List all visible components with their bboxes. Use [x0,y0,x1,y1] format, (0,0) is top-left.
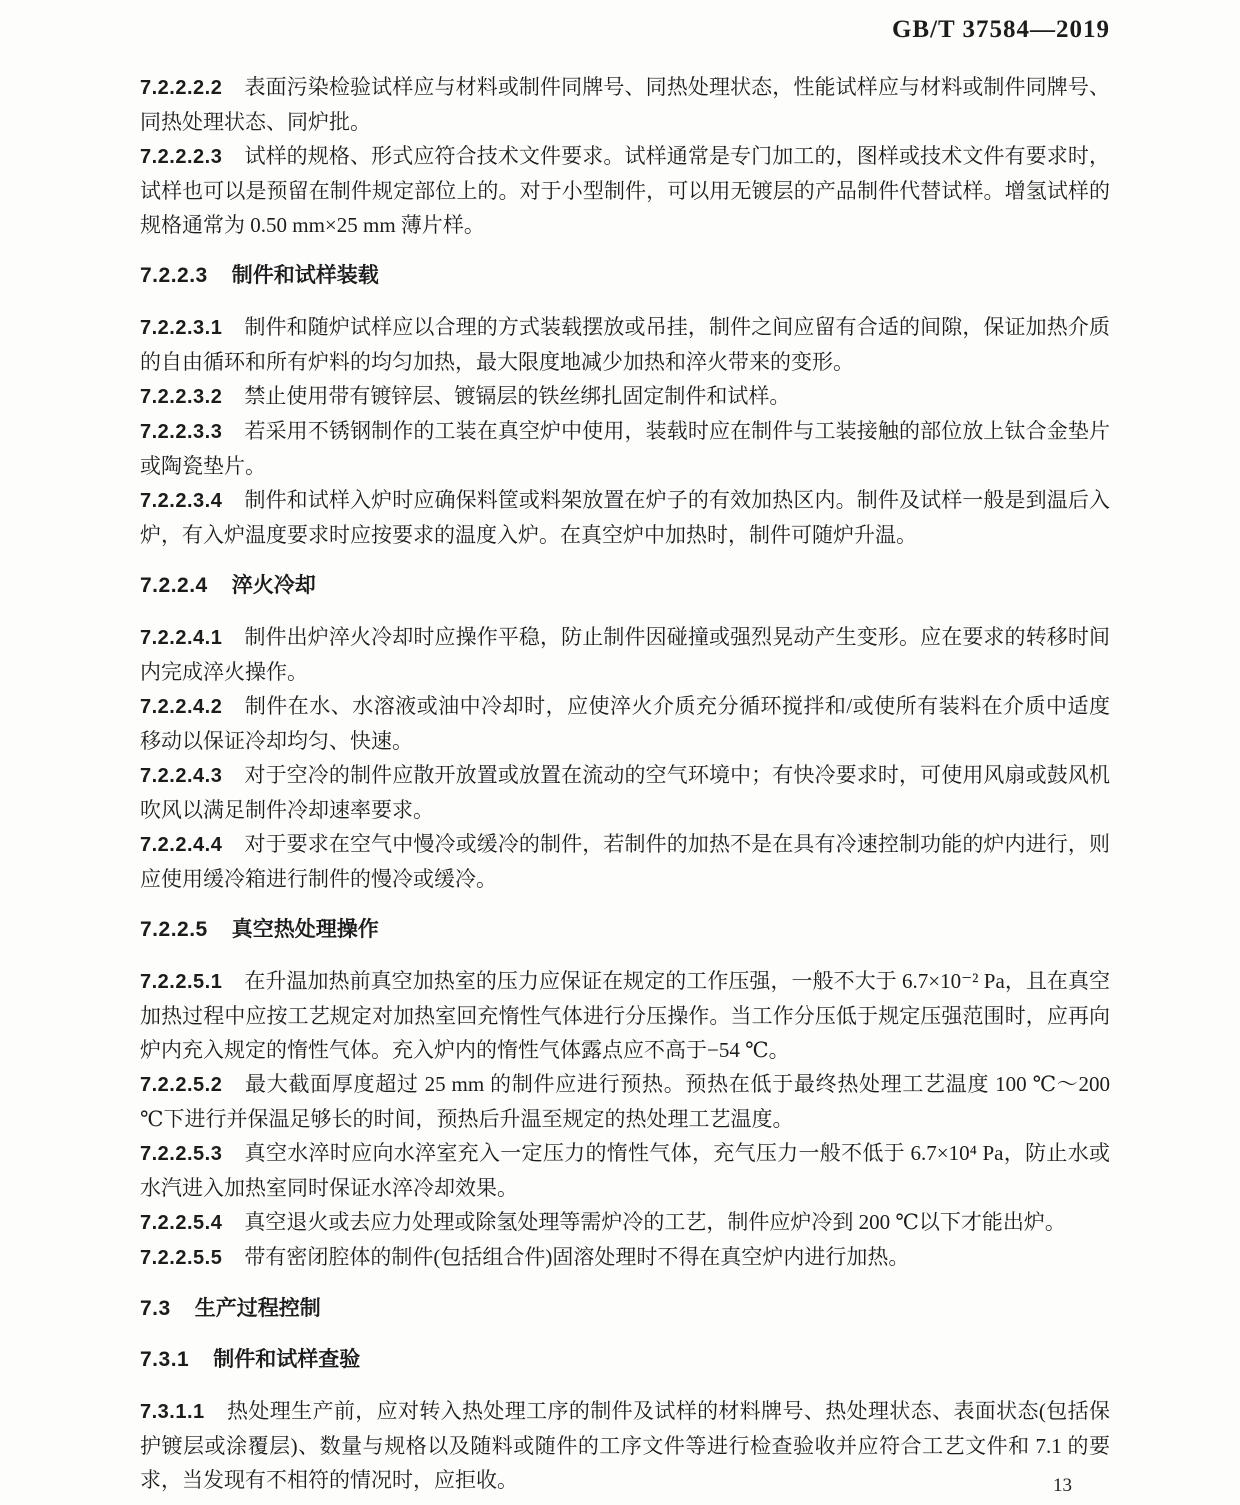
clause-7-2-2-4-4 [140,827,1110,896]
clause-number: 7.2.2.4.4 [140,834,223,856]
clause-text: 对于要求在空气中慢冷或缓冷的制件，若制件的加热不是在具有冷速控制功能的炉内进行，则应使用缓冷箱进行制件的慢冷或缓冷。 [140,832,1110,891]
clause-number: 7.2.2.3.2 [140,386,223,408]
clause-text: 禁止使用带有镀锌层、镀镉层的铁丝绑扎固定制件和试样。 [244,384,791,408]
clause-text: 表面污染检验试样应与材料或制件同牌号、同热处理状态，性能试样应与材料或制件同牌号、同热处理状态、同炉批。 [140,75,1110,134]
clause-7-2-2-4-2 [140,689,1110,758]
clause-7-2-2-2-3 [140,139,1110,242]
standard-number-header: GB/T 37584—2019 [891,16,1110,43]
clause-number: 7.2.2.5.2 [140,1074,223,1096]
clause-text: 试样的规格、形式应符合技术文件要求。试样通常是专门加工的，图样或技术文件有要求时，试样也可以是预留在制件规定部位上的。对于小型制件，可以用无镀层的产品制件代替试样。增氢试样的规格通常为 0.50 mm×25 mm 薄片样。 [140,144,1110,237]
clause-7-2-2-2-2 [140,70,1110,139]
clause-7-2-2-5-3 [140,1136,1110,1205]
heading-7-2-2-5 [140,913,1110,947]
clause-7-2-2-5-1 [140,964,1110,1067]
heading-number: 7.2.2.4 [140,574,208,597]
heading-title: 淬火冷却 [231,574,316,597]
heading-title: 制件和试样装载 [231,264,379,287]
clause-7-2-2-3-3 [140,414,1110,483]
clause-7-2-2-3-4 [140,483,1110,552]
heading-number: 7.3.1 [140,1348,190,1371]
clause-number: 7.2.2.3.3 [140,421,223,443]
clause-number: 7.2.2.5.5 [140,1247,223,1269]
clause-7-2-2-5-2 [140,1067,1110,1136]
heading-number: 7.3 [140,1297,171,1320]
clause-7-2-2-3-1 [140,310,1110,379]
clause-text: 制件和随炉试样应以合理的方式装载摆放或吊挂，制件之间应留有合适的间隙，保证加热介质的自由循环和所有炉料的均匀加热，最大限度地减少加热和淬火带来的变形。 [140,315,1110,374]
clause-7-2-2-5-5 [140,1240,1110,1275]
clause-number: 7.2.2.4.2 [140,696,223,718]
clause-text: 制件出炉淬火冷却时应操作平稳，防止制件因碰撞或强烈晃动产生变形。应在要求的转移时间内完成淬火操作。 [140,625,1110,684]
heading-number: 7.2.2.3 [140,264,208,287]
heading-7-3 [140,1292,1110,1326]
clause-number: 7.3.1.1 [140,1401,205,1423]
heading-title: 制件和试样查验 [213,1348,361,1371]
clause-text: 带有密闭腔体的制件(包括组合件)固溶处理时不得在真空炉内进行加热。 [244,1245,910,1269]
clause-text: 制件在水、水溶液或油中冷却时，应使淬火介质充分循环搅拌和/或使所有装料在介质中适度移动以保证冷却均匀、快速。 [140,694,1110,753]
clause-text: 在升温加热前真空加热室的压力应保证在规定的工作压强，一般不大于 6.7×10⁻² Pa，且在真空加热过程中应按工艺规定对加热室回充惰性气体进行分压操作。当工作分压低于规定压强范围时，应再向炉内充入规定的惰性气体。充入炉内的惰性气体露点应不高于−54 ℃。 [140,969,1110,1062]
clause-text: 热处理生产前，应对转入热处理工序的制件及试样的材料牌号、热处理状态、表面状态(包括保护镀层或涂覆层)、数量与规格以及随料或随件的工序文件等进行检查验收并应符合工艺文件和 7.1 的要求，当发现有不相符的情况时，应拒收。 [140,1399,1110,1492]
clause-number: 7.2.2.4.3 [140,765,223,787]
clause-text: 对于空冷的制件应散开放置或放置在流动的空气环境中；有快冷要求时，可使用风扇或鼓风机吹风以满足制件冷却速率要求。 [140,763,1110,822]
clause-number: 7.2.2.5.3 [140,1143,223,1165]
heading-7-2-2-4 [140,569,1110,603]
clause-number: 7.2.2.2.3 [140,146,223,168]
clause-number: 7.2.2.4.1 [140,627,223,649]
heading-title: 生产过程控制 [194,1297,321,1320]
heading-7-3-1 [140,1343,1110,1377]
page-number: 13 [1053,1475,1072,1496]
clause-7-2-2-5-4 [140,1205,1110,1240]
heading-number: 7.2.2.5 [140,918,208,941]
heading-title: 真空热处理操作 [231,918,379,941]
heading-7-2-2-3 [140,259,1110,293]
clause-number: 7.2.2.3.1 [140,317,223,339]
clause-number: 7.2.2.2.2 [140,77,223,99]
clause-text: 制件和试样入炉时应确保料筐或料架放置在炉子的有效加热区内。制件及试样一般是到温后入炉，有入炉温度要求时应按要求的温度入炉。在真空炉中加热时，制件可随炉升温。 [140,488,1110,547]
clause-7-2-2-3-2 [140,379,1110,414]
clause-text: 真空退火或去应力处理或除氢处理等需炉冷的工艺，制件应炉冷到 200 ℃以下才能出炉。 [244,1210,1066,1234]
clause-number: 7.2.2.5.1 [140,971,223,993]
clause-text: 真空水淬时应向水淬室充入一定压力的惰性气体，充气压力一般不低于 6.7×10⁴ Pa，防止水或水汽进入加热室同时保证水淬冷却效果。 [140,1141,1110,1200]
clause-number: 7.2.2.5.4 [140,1212,223,1234]
clause-7-3-1-1 [140,1394,1110,1497]
clause-7-2-2-4-3 [140,758,1110,827]
clause-text: 最大截面厚度超过 25 mm 的制件应进行预热。预热在低于最终热处理工艺温度 100 ℃～200 ℃下进行并保温足够长的时间，预热后升温至规定的热处理工艺温度。 [140,1072,1110,1131]
clause-7-2-2-4-1 [140,620,1110,689]
clause-number: 7.2.2.3.4 [140,490,223,512]
clause-text: 若采用不锈钢制作的工装在真空炉中使用，装载时应在制件与工装接触的部位放上钛合金垫片或陶瓷垫片。 [140,419,1110,478]
